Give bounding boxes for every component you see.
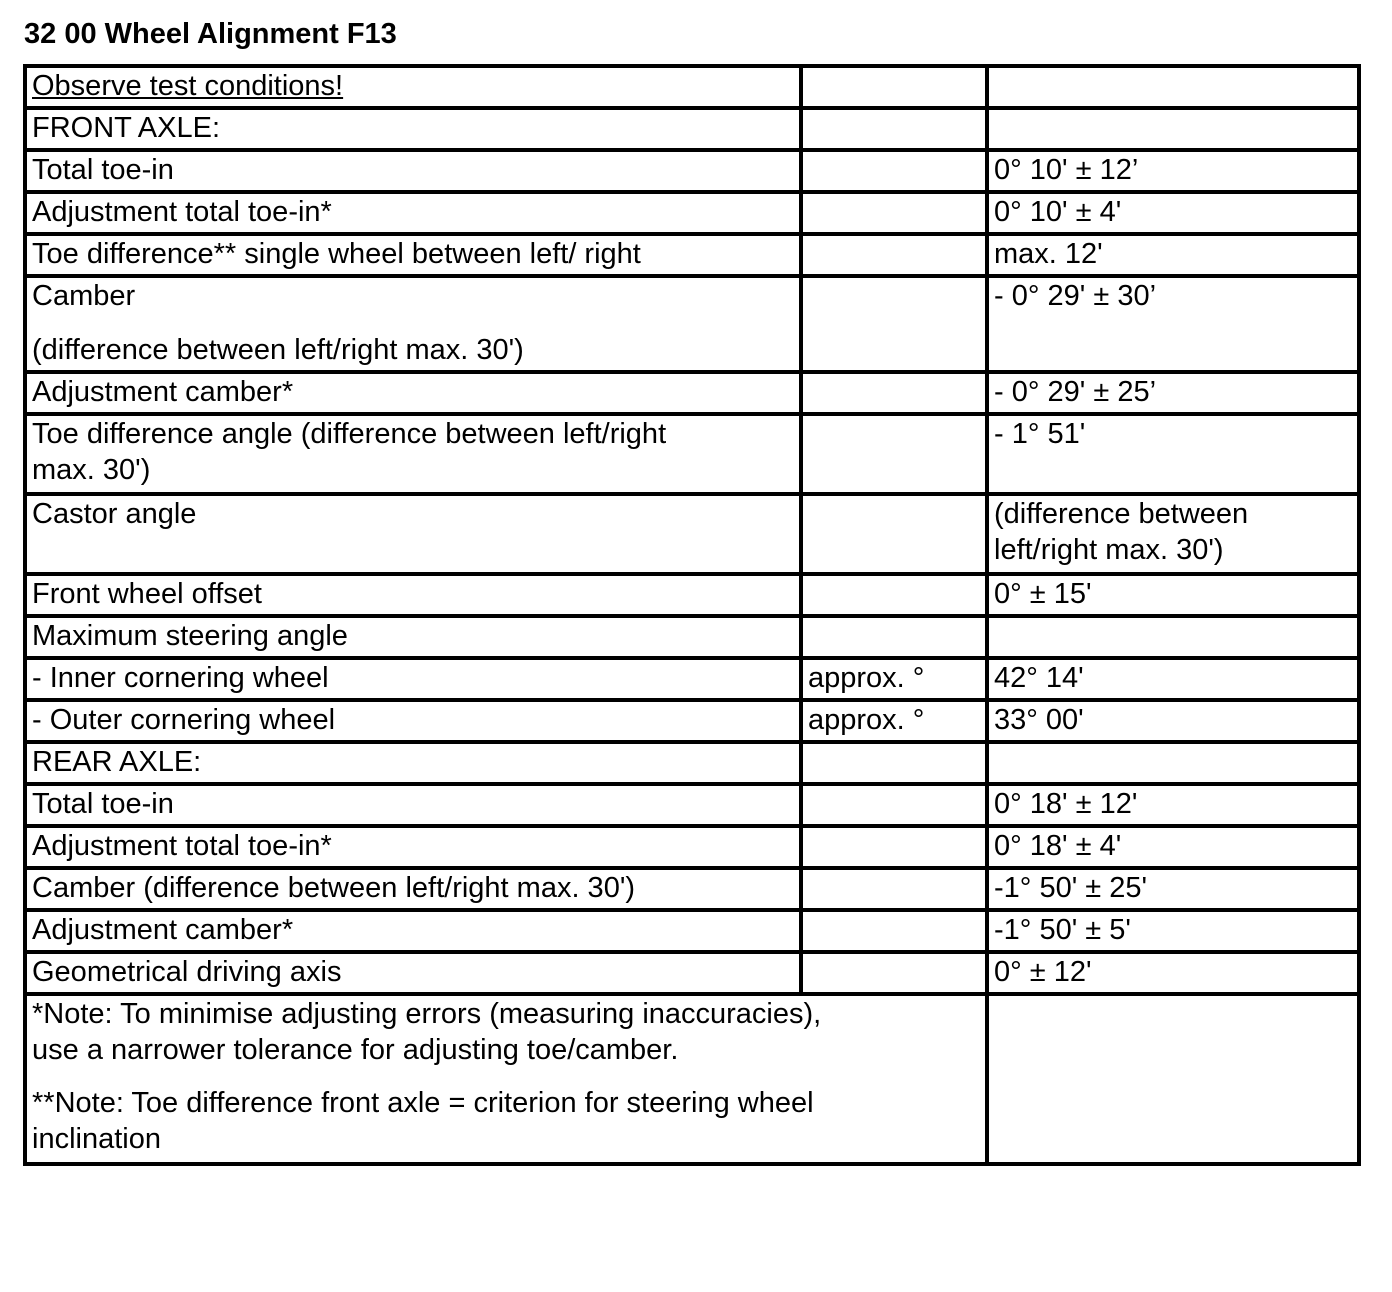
spec-unit	[801, 910, 987, 952]
table-row	[25, 910, 1359, 952]
spec-value	[987, 108, 1359, 150]
table-row	[25, 784, 1359, 826]
spec-unit	[801, 234, 987, 276]
table-row	[25, 372, 1359, 414]
spec-value	[987, 66, 1359, 108]
spec-label: - Outer cornering wheel	[25, 700, 801, 742]
spec-unit	[801, 826, 987, 868]
spec-value: -1° 50' ± 25'	[987, 868, 1359, 910]
spec-value: max. 12'	[987, 234, 1359, 276]
spec-value: 0° 18' ± 4'	[987, 826, 1359, 868]
table-row	[25, 574, 1359, 616]
spec-value: 0° ± 15'	[987, 574, 1359, 616]
table-row	[25, 952, 1359, 994]
table-row	[25, 108, 1359, 150]
spec-unit	[801, 574, 987, 616]
spec-label-line: Toe difference angle (difference between left/right	[32, 418, 667, 450]
spec-label: Adjustment camber*	[25, 910, 801, 952]
table-row	[25, 276, 1359, 372]
spec-unit	[801, 868, 987, 910]
table-row	[25, 66, 1359, 108]
spec-unit	[801, 784, 987, 826]
note-1-line: *Note: To minimise adjusting errors (measuring inaccuracies),	[32, 998, 822, 1030]
spec-unit	[801, 372, 987, 414]
note-2-line: **Note: Toe difference front axle = criterion for steering wheel	[32, 1087, 814, 1119]
spec-value: - 1° 51'	[987, 414, 1359, 494]
table-row	[25, 150, 1359, 192]
section-heading-rear-axle: REAR AXLE:	[25, 742, 801, 784]
notes-row	[25, 994, 1359, 1164]
spec-label-line: max. 30')	[32, 454, 151, 486]
table-row	[25, 494, 1359, 574]
spec-value	[987, 742, 1359, 784]
spec-value: 0° 10' ± 12’	[987, 150, 1359, 192]
spec-label: Camber (difference between left/right max. 30')	[25, 868, 801, 910]
table-row	[25, 826, 1359, 868]
spec-label: Total toe-in	[25, 150, 801, 192]
spec-value: - 0° 29' ± 25’	[987, 372, 1359, 414]
test-conditions-note: Observe test conditions!	[32, 70, 344, 102]
spec-label: Front wheel offset	[25, 574, 801, 616]
spec-unit	[801, 952, 987, 994]
wheel-alignment-table	[23, 64, 1361, 1166]
table-row	[25, 192, 1359, 234]
spec-value: 33° 00'	[987, 700, 1359, 742]
table-row	[25, 234, 1359, 276]
spec-label: Adjustment total toe-in*	[25, 826, 801, 868]
spec-value-line: left/right max. 30')	[994, 534, 1224, 566]
note-1-line: use a narrower tolerance for adjusting toe/camber.	[32, 1034, 679, 1066]
spec-label: Adjustment camber*	[25, 372, 801, 414]
spec-label-line: Camber	[32, 280, 136, 312]
spec-unit	[801, 108, 987, 150]
spec-label	[25, 414, 801, 494]
spec-label: Total toe-in	[25, 784, 801, 826]
spec-value-line: (difference between	[994, 498, 1249, 530]
notes-empty-cell	[987, 994, 1359, 1164]
note-2-line: inclination	[32, 1123, 161, 1155]
table-row	[25, 700, 1359, 742]
document-title: 32 00 Wheel Alignment F13	[24, 18, 397, 50]
spec-unit	[801, 66, 987, 108]
spec-label: Castor angle	[25, 494, 801, 574]
table-row	[25, 658, 1359, 700]
spec-value: 0° ± 12'	[987, 952, 1359, 994]
spec-unit	[801, 414, 987, 494]
spec-unit	[801, 616, 987, 658]
spec-value: -1° 50' ± 5'	[987, 910, 1359, 952]
spec-unit	[801, 150, 987, 192]
spec-label-line: (difference between left/right max. 30')	[32, 334, 524, 366]
spec-value	[987, 616, 1359, 658]
notes-cell	[25, 994, 987, 1164]
table-row	[25, 414, 1359, 494]
spec-label	[25, 66, 801, 108]
spec-unit: approx. °	[801, 658, 987, 700]
spec-value: 0° 10' ± 4'	[987, 192, 1359, 234]
table-row	[25, 742, 1359, 784]
spec-label	[25, 276, 801, 372]
spec-unit	[801, 742, 987, 784]
spec-label: Adjustment total toe-in*	[25, 192, 801, 234]
table-row	[25, 616, 1359, 658]
spec-unit	[801, 494, 987, 574]
spec-value: 42° 14'	[987, 658, 1359, 700]
spec-unit	[801, 276, 987, 372]
table-row	[25, 868, 1359, 910]
spec-value: 0° 18' ± 12'	[987, 784, 1359, 826]
section-heading-front-axle: FRONT AXLE:	[25, 108, 801, 150]
spec-value	[987, 494, 1359, 574]
spec-value: - 0° 29' ± 30’	[987, 276, 1359, 372]
spec-unit: approx. °	[801, 700, 987, 742]
spec-label: Maximum steering angle	[25, 616, 801, 658]
spec-unit	[801, 192, 987, 234]
spec-label: Geometrical driving axis	[25, 952, 801, 994]
spec-label: - Inner cornering wheel	[25, 658, 801, 700]
spec-label: Toe difference** single wheel between left/ right	[25, 234, 801, 276]
